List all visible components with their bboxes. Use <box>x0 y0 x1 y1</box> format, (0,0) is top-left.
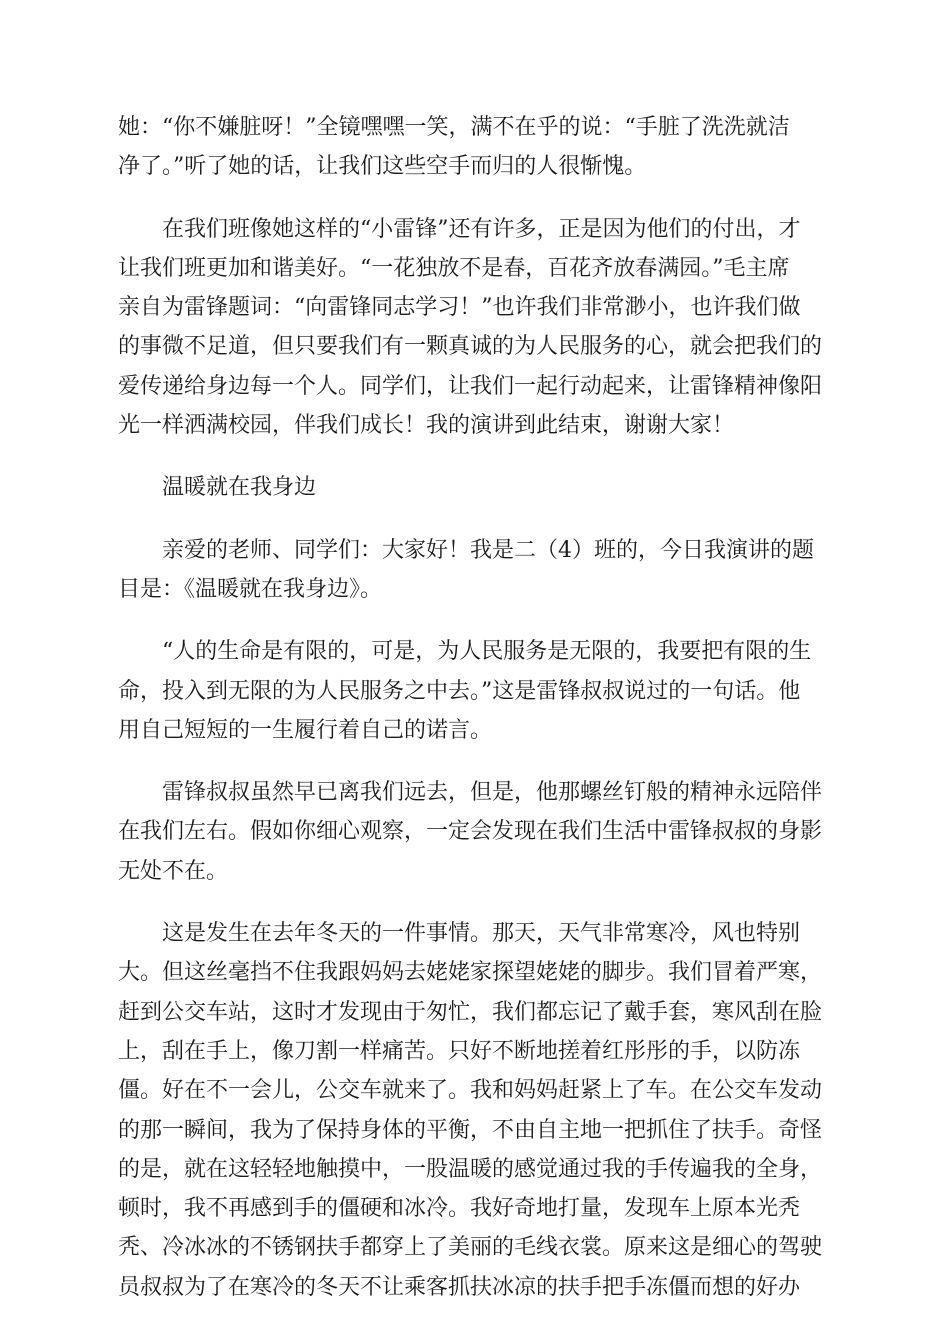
text-line: 大。但这丝毫挡不住我跟妈妈去姥姥家探望姥姥的脚步。我们冒着严寒， <box>118 960 823 986</box>
text-line: 光一样洒满校园，伴我们成长！我的演讲到此结束，谢谢大家！ <box>118 413 735 439</box>
text-line: 这是发生在去年冬天的一件事情。那天，天气非常寒冷，风也特别 <box>162 921 801 947</box>
text-line: 爱传递给身边每一个人。同学们，让我们一起行动起来，让雷锋精神像阳 <box>118 373 823 399</box>
paragraph-winter-story <box>118 914 834 1307</box>
text-line: 净了。”听了她的话，让我们这些空手而归的人很惭愧。 <box>118 154 647 180</box>
text-line: 亲爱的老师、同学们：大家好！我是二（4）班的，今日我演讲的题 <box>162 537 814 563</box>
document-body <box>118 108 834 1330</box>
paragraph-little-leifeng <box>118 210 834 446</box>
text-line: 命，投入到无限的为人民服务之中去。”这是雷锋叔叔说过的一句话。他 <box>118 678 801 704</box>
text-line: 赶到公交车站，这时才发现由于匆忙，我们都忘记了戴手套，寒风刮在脸 <box>118 999 823 1025</box>
text-line: 用自己短短的一生履行着自己的诺言。 <box>118 717 493 743</box>
text-line: 秃、冷冰冰的不锈钢扶手都穿上了美丽的毛线衣裳。原来这是细心的驾驶 <box>118 1235 823 1261</box>
text-line: 她：“你不嫌脏呀！”全镜嘿嘿一笑，满不在乎的说：“手脏了洗洗就洁 <box>118 115 790 140</box>
text-line: 僵。好在不一会儿，公交车就来了。我和妈妈赶紧上了车。在公交车发动 <box>118 1078 823 1104</box>
text-line: 顿时，我不再感到手的僵硬和冰冷。我好奇地打量，发现车上原本光秃 <box>118 1196 801 1222</box>
text-line: 在我们班像她这样的“小雷锋”还有许多，正是因为他们的付出，才 <box>162 216 801 242</box>
speech-title: 温暖就在我身边 <box>162 475 317 501</box>
paragraph-greeting <box>118 531 834 610</box>
text-line: 的是，就在这轻轻地触摸中，一股温暖的感觉通过我的手传遍我的全身， <box>118 1156 823 1182</box>
text-line: 在我们左右。假如你细心观察，一定会发现在我们生活中雷锋叔叔的身影 <box>118 819 823 845</box>
text-line: 无处不在。 <box>118 858 229 884</box>
paragraph-spirit <box>118 773 834 891</box>
section-title <box>118 468 834 507</box>
text-line: “人的生命是有限的，可是，为人民服务是无限的，我要把有限的生 <box>162 639 812 665</box>
text-line: 上，刮在手上，像刀割一样痛苦。只好不断地搓着红彤彤的手，以防冻 <box>118 1038 801 1064</box>
text-line: 让我们班更加和谐美好。“一花独放不是春，百花齐放春满园。”毛主席 <box>118 255 790 281</box>
text-line: 目是：《温暖就在我身边》。 <box>118 576 383 602</box>
text-line: 的那一瞬间，我为了保持身体的平衡，不由自主地一把抓住了扶手。奇怪 <box>118 1117 823 1143</box>
paragraph-continuation <box>118 108 834 187</box>
text-line: 雷锋叔叔虽然早已离我们远去，但是，他那螺丝钉般的精神永远陪伴 <box>162 780 823 806</box>
text-line: 的事微不足道，但只要我们有一颗真诚的为人民服务的心，就会把我们的 <box>118 334 823 360</box>
text-line: 员叔叔为了在寒冷的冬天不让乘客抓扶冰凉的扶手把手冻僵而想的好办 <box>118 1274 801 1300</box>
paragraph-quote <box>118 632 834 750</box>
text-line: 亲自为雷锋题词：“向雷锋同志学习！”也许我们非常渺小，也许我们做 <box>118 295 801 321</box>
